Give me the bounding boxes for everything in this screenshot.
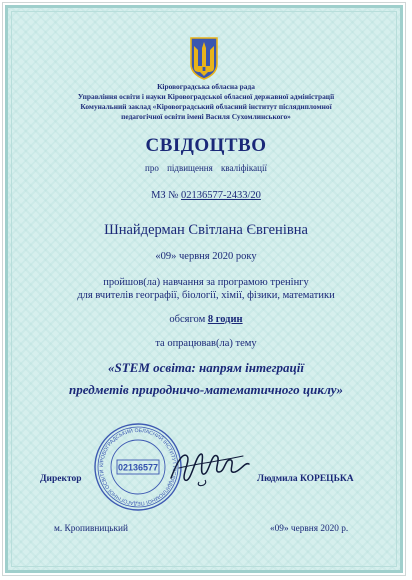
stamp-ring-text: КІРОВОГРАДСЬКИЙ ОБЛАСНИЙ ІНСТИТУТ ПІСЛЯДИПЛОМНОЇ ПЕДАГОГІЧНОЇ ОСВІТИ [98,427,178,507]
registration-value: 02136577-2433/20 [180,190,261,201]
registration-prefix: МЗ № [151,190,179,201]
registration-number [0,190,412,201]
org-council: Кіровоградська обласна рада [157,82,255,91]
director-label: Директор [40,474,82,484]
director-name: Людмила КОРЕЦЬКА [257,474,354,484]
volume-prefix: обсягом [169,314,206,325]
org-institute-line1: Комунальний заклад «Кіровоградський обласний інститут післядипломної [80,102,332,111]
topic-line-1: «STEM освіта: напрям інтеграції [108,360,304,375]
program-line-1: пройшов(ла) навчання за програмою тренінгу [103,277,309,288]
topic-intro: та опрацював(ла) тему [155,338,257,349]
director-signature [165,442,255,490]
volume-hours: 8 годин [207,314,243,325]
org-institute-line2: педагогічної освіти імені Василя Сухомлинського» [121,112,291,121]
topic-line-2: предметів природничо-математичного циклу» [69,382,343,397]
training-volume [0,313,412,326]
training-date: «09» червня 2020 року [155,251,257,262]
certificate-title: СВІДОЦТВО [145,135,267,156]
certificate-subtitle: про підвищення кваліфікації [145,163,267,173]
org-department: Управління освіти і науки Кіровоградської обласної державної адміністрації [77,92,335,101]
holder-name: Шнайдерман Світлана Євгенівна [104,222,308,238]
issue-date: «09» червня 2020 р. [270,524,349,534]
trident-icon [189,36,219,80]
issue-place: м. Кропивницький [54,524,129,534]
stamp-code: 02136577 [117,462,159,473]
program-line-2: для вчителів географії, біології, хімії, фізики, математики [77,290,335,301]
